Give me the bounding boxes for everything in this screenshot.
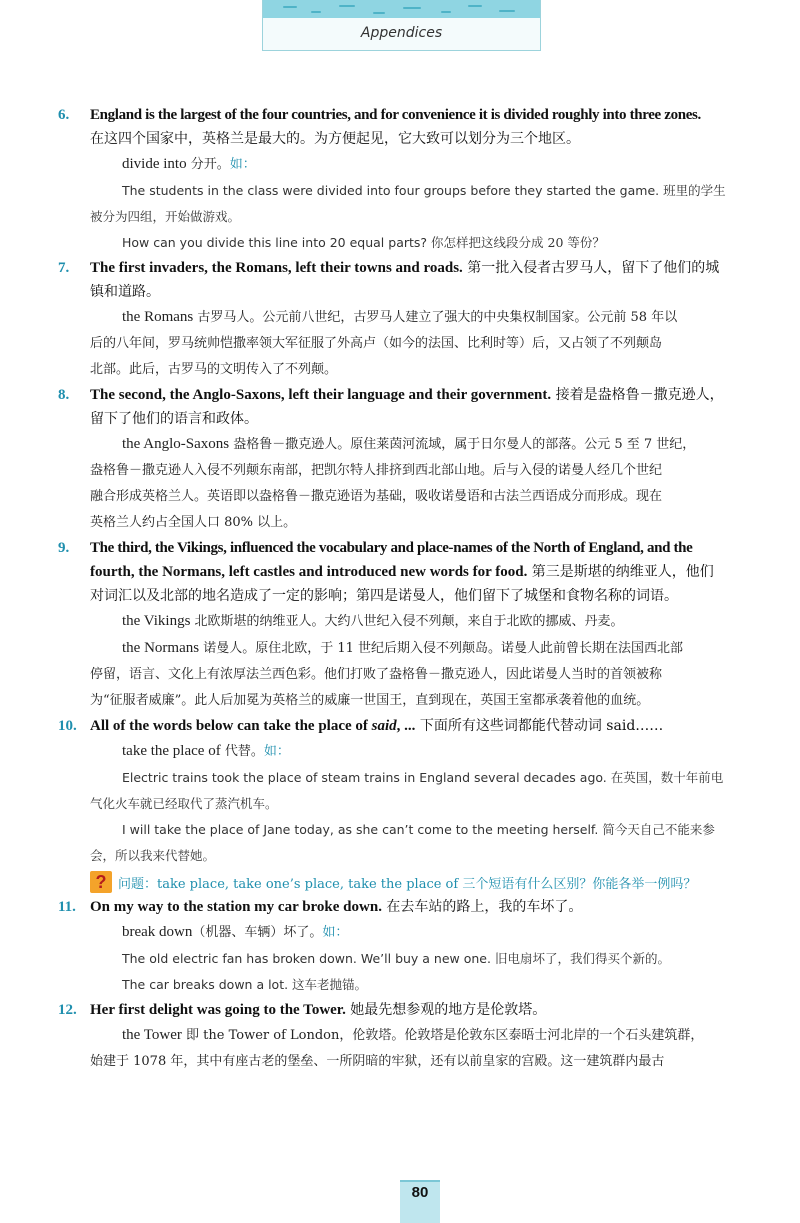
sentence-en: The third, the Vikings, influenced the vocabulary and place-names of the North of England, and the	[90, 540, 693, 556]
page-number-box	[400, 1180, 440, 1223]
page-number: 80	[411, 1184, 429, 1201]
sentence-cn: 接着是盎格鲁－撒克逊人，	[551, 387, 724, 403]
notes-content	[58, 103, 770, 1075]
note-item-7	[58, 256, 770, 383]
example-2: I will take the place of Jane today, as she can’t come to the meeting herself. 简今天自己不能来参	[122, 822, 715, 837]
note-paragraph: 始建于 1078 年，其中有座古老的堡垒、一所阴暗的牢狱，还有以前皇家的宫殿。这一建筑群内最古	[90, 1054, 665, 1069]
example-2: How can you divide this line into 20 equal parts? 你怎样把这线段分成 20 等份？	[122, 235, 605, 250]
sentence-en: Her first delight was going to the Tower.	[90, 1002, 346, 1018]
vocab-note: the Anglo-Saxons 盎格鲁－撒克逊人。原住莱茵河流域，属于日尔曼人的部落。公元 5 至 7 世纪，	[122, 436, 696, 452]
sentence-en-after: , ...	[396, 718, 416, 734]
note-item-12	[58, 998, 770, 1075]
example-1: The students in the class were divided into four groups before they started the game. 班里的学生	[122, 183, 726, 198]
sentence-cn-cont: 留下了他们的语言和政体。	[90, 411, 258, 427]
sentence-en: England is the largest of the four countries, and for convenience it is divided roughly into three zones.	[90, 107, 701, 123]
note-item-9	[58, 536, 770, 714]
example-2-cont: 会，所以我来代替她。	[90, 848, 216, 863]
question-mark-icon: ?	[90, 871, 112, 893]
item-number: 12.	[58, 1002, 77, 1018]
vocab-note: take the place of 代替。如：	[122, 743, 290, 759]
vocab-note: the Romans 古罗马人。公元前八世纪，古罗马人建立了强大的中央集权制国家。公元前 58 年以	[122, 309, 678, 325]
sentence-cn: 第一批入侵者古罗马人，留下了他们的城	[462, 260, 720, 276]
vocab-note: the Vikings 北欧斯堪的纳维亚人。大约八世纪入侵不列颠，来自于北欧的挪威、丹麦。	[122, 613, 624, 629]
item-number: 6.	[58, 107, 70, 123]
item-number: 11.	[58, 899, 76, 915]
note-paragraph: 为“征服者威廉”。此人后加冕为英格兰的威廉一世国王，直到现在，英国王室都承袭着他的血统。	[90, 693, 650, 708]
vocab-note: the Tower 即 the Tower of London，伦敦塔。伦敦塔是伦敦东区泰晤士河北岸的一个石头建筑群，	[122, 1027, 704, 1043]
note-paragraph: 北部。此后，古罗马的文明传入了不列颠。	[90, 362, 338, 377]
note-item-6	[58, 103, 770, 256]
sentence-en: On my way to the station my car broke down.	[90, 899, 382, 915]
vocab-note: break down（机器、车辆）坏了。如：	[122, 924, 349, 940]
question-row	[90, 869, 770, 895]
vocab-note: divide into 分开。如：	[122, 156, 256, 172]
header-box	[262, 0, 541, 51]
sentence-en: The first invaders, the Romans, left their towns and roads.	[90, 260, 463, 276]
example-1-cont: 被分为四组，开始做游戏。	[90, 209, 241, 224]
note-paragraph: 后的八年间，罗马统帅恺撒率领大军征服了外高卢（如今的法国、比利时等）后，又占领了不列颠岛	[90, 336, 663, 351]
example-2: The car breaks down a lot. 这车老抛锚。	[122, 977, 368, 992]
note-paragraph: 停留，语言、文化上有浓厚法兰西色彩。他们打败了盎格鲁－撒克逊人，因此诺曼人当时的首领被称	[90, 667, 663, 682]
sentence-cn-cont: 镇和道路。	[90, 284, 160, 300]
sentence-cn-cont: 对词汇以及北部的地名造成了一定的影响；第四是诺曼人，他们留下了城堡和食物名称的词语。	[90, 588, 678, 604]
section-title: Appendices	[360, 25, 443, 41]
sentence-en-italic: said	[371, 718, 397, 734]
sentence-cn: 在去车站的路上，我的车坏了。	[381, 899, 583, 915]
note-paragraph: 融合形成英格兰人。英语即以盎格鲁－撒克逊语为基础，吸收诺曼语和古法兰西语成分而形成。现在	[90, 489, 663, 504]
item-number: 8.	[58, 387, 70, 403]
note-item-10	[58, 714, 770, 895]
example-1: The old electric fan has broken down. We’ll buy a new one. 旧电扇坏了，我们得买个新的。	[122, 951, 670, 966]
item-number: 9.	[58, 540, 70, 556]
sentence-cn: 下面所有这些词都能代替动词 said……	[415, 718, 664, 734]
vocab-note-2: the Normans 诺曼人。原住北欧，于 11 世纪后期入侵不列颠岛。诺曼人此前曾长期在法国西北部	[122, 640, 684, 656]
note-item-11	[58, 895, 770, 998]
item-number: 7.	[58, 260, 70, 276]
note-item-8	[58, 383, 770, 536]
sentence-cn: 在这四个国家中，英格兰是最大的。为方便起见，它大致可以划分为三个地区。	[90, 131, 580, 147]
question-text: 问题：take place, take one’s place, take the place of 三个短语有什么区别？你能各举一例吗？	[118, 876, 697, 892]
sentence-en-cont: fourth, the Normans, left castles and introduced new words for food.	[90, 564, 528, 580]
note-paragraph: 英格兰人约占全国人口 80% 以上。	[90, 515, 297, 530]
sentence-en: The second, the Anglo-Saxons, left their language and their government.	[90, 387, 552, 403]
sentence-cn: 第三是斯堪的纳维亚人，他们	[527, 564, 714, 580]
item-number: 10.	[58, 718, 77, 734]
example-1-cont: 气化火车就已经取代了蒸汽机车。	[90, 796, 278, 811]
sentence-cn: 她最先想参观的地方是伦敦塔。	[345, 1002, 547, 1018]
header-decorative-band	[263, 0, 540, 18]
example-1: Electric trains took the place of steam trains in England several decades ago. 在英国，数十年前电	[122, 770, 724, 785]
sentence-en: All of the words below can take the place of	[90, 718, 372, 734]
note-paragraph: 盎格鲁－撒克逊人入侵不列颠东南部，把凯尔特人排挤到西北部山地。后与入侵的诺曼人经几个世纪	[90, 463, 663, 478]
